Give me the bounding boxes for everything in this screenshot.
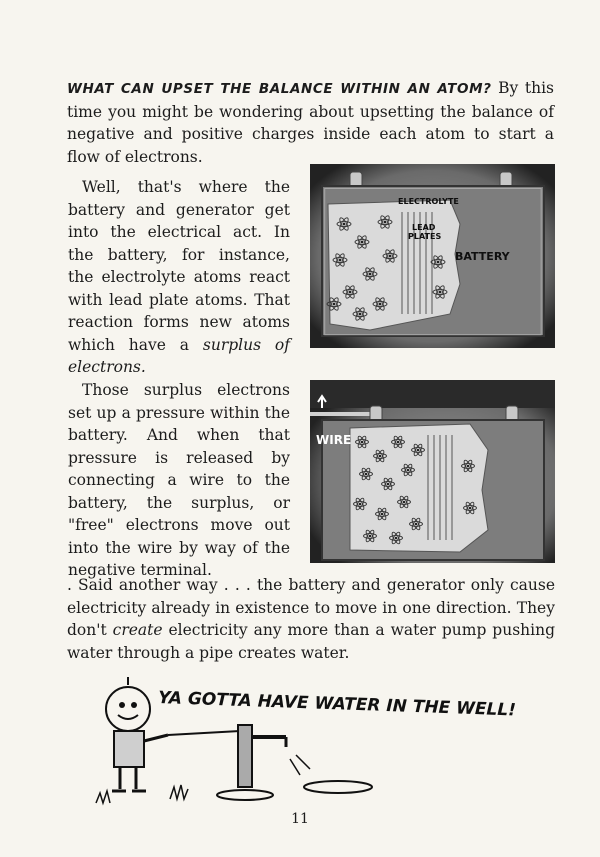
surplus-phrase: surplus of electrons. [68, 335, 290, 376]
wire-illustration [310, 380, 555, 563]
intro-text: By this time you might be wondering about upsetting the balance of negative and positive charges inside each atom to start a flow of electrons. [67, 79, 555, 166]
section-heading: WHAT CAN UPSET THE BALANCE WITHIN AN ATOM? [67, 81, 492, 97]
wire-label: WIRE [316, 433, 352, 447]
lead-label: LEAD [412, 223, 436, 232]
summary-text-b: electricity any more than a water pump pushing water through a pipe creates water. [67, 621, 555, 662]
plates-label: PLATES [408, 232, 442, 241]
pressure-text: Those surplus electrons set up a pressure within the battery. And when that pressure is released by connecting a wire to the battery, the surplus, or "free" electrons move out into the wire by way of the negative terminal. [68, 381, 290, 579]
water-pump-cartoon [90, 675, 530, 815]
intro-paragraph [67, 77, 554, 168]
cartoon-caption: YA GOTTA HAVE WATER IN THE WELL! [157, 688, 517, 721]
battery-illustration [310, 164, 555, 348]
battery-text: Well, that's where the battery and generator get into the electrical act. In the battery, for instance, the electrolyte atoms react with lead plate atoms. That reaction forms new atoms which have a [68, 178, 290, 354]
page-number: 11 [291, 811, 309, 827]
electrolyte-label: ELECTROLYTE [398, 197, 459, 206]
summary-paragraph [67, 574, 555, 664]
summary-text-a: . Said another way . . . the battery and generator only cause electricity already in existence to move in one direction. They don't [67, 576, 555, 639]
battery-label: BATTERY [455, 250, 510, 263]
create-word: create [112, 621, 163, 639]
pressure-paragraph [68, 379, 290, 582]
battery-paragraph [68, 176, 290, 379]
